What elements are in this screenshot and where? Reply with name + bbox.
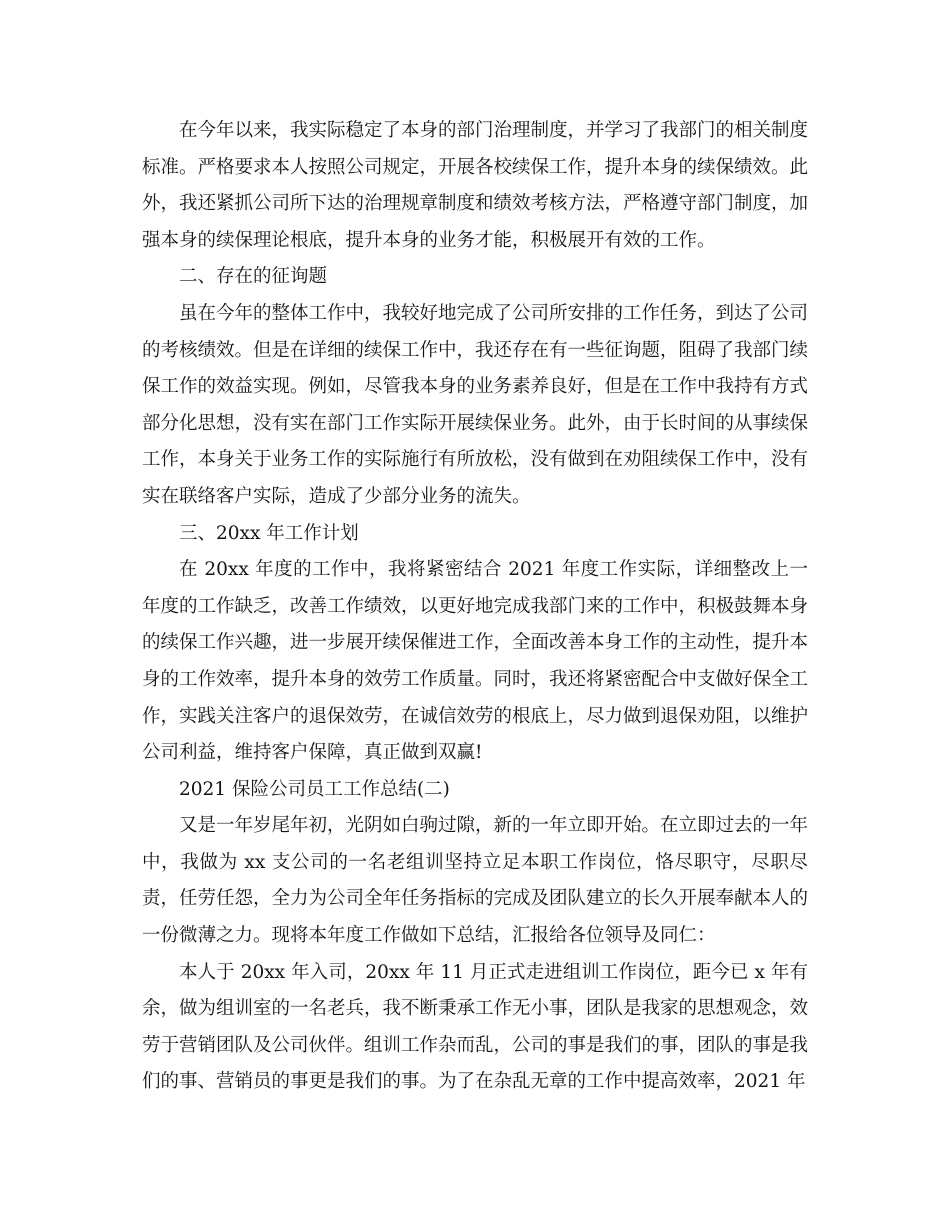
heading-work-plan: 三、20xx 年工作计划 — [179, 522, 359, 544]
heading-summary-two: 2021 保险公司员工工作总结(二) — [179, 778, 450, 800]
paragraph-joined-company: 本人于 20xx 年入司，20xx 年 11 月正式走进组训工作岗位，距今已 x 年有余，做为组训室的一名老兵，我不断秉承工作无小事，团队是我家的思想观念，效劳于营销团队及公司伙伴。组训工作杂而乱，公司的事是我们的事，团队的事是我们的事、营销员的事更是我们的事。为了在杂乱无章的工作中提高效率，2021 年 — [142, 961, 809, 1093]
heading-existing-problems: 二、存在的征询题 — [179, 266, 328, 288]
document-body — [142, 113, 808, 1101]
paragraph-problems: 虽在今年的整体工作中，我较好地完成了公司所安排的工作任务，到达了公司的考核绩效。但是在详细的续保工作中，我还存在有一些征询题，阻碍了我部门续保工作的效益实现。例如，尽管我本身的业务素养良好，但是在工作中我持有方式部分化思想，没有实在部门工作实际开展续保业务。此外，由于长时间的从事续保工作，本身关于业务工作的实际施行有所放松，没有做到在劝阻续保工作中，没有实在联络客户实际，造成了少部分业务的流失。 — [142, 302, 809, 507]
paragraph-year-end: 又是一年岁尾年初，光阴如白驹过隙，新的一年立即开始。在立即过去的一年中，我做为 xx 支公司的一名老组训坚持立足本职工作岗位，恪尽职守，尽职尽责，任劳任怨，全力为公司全年任务指标的完成及团队建立的长久开展奉献本人的一份微薄之力。现将本年度工作做如下总结，汇报给各位领导及同仁： — [142, 815, 809, 947]
paragraph-dept-management: 在今年以来，我实际稳定了本身的部门治理制度，并学习了我部门的相关制度标准。严格要求本人按照公司规定，开展各校续保工作，提升本身的续保绩效。此外，我还紧抓公司所下达的治理规章制度和绩效考核方法，严格遵守部门制度，加强本身的续保理论根底，提升本身的业务才能，积极展开有效的工作。 — [142, 120, 809, 251]
paragraph-work-plan: 在 20xx 年度的工作中，我将紧密结合 2021 年度工作实际，详细整改上一年度的工作缺乏，改善工作绩效，以更好地完成我部门来的工作中，积极鼓舞本身的续保工作兴趣，进一步展开续保催进工作，全面改善本身工作的主动性，提升本身的工作效率，提升本身的效劳工作质量。同时，我还将紧密配合中支做好保全工作，实践关注客户的退保效劳，在诚信效劳的根底上，尽力做到退保劝阻，以维护公司利益，维持客户保障，真正做到双赢! — [142, 559, 809, 764]
